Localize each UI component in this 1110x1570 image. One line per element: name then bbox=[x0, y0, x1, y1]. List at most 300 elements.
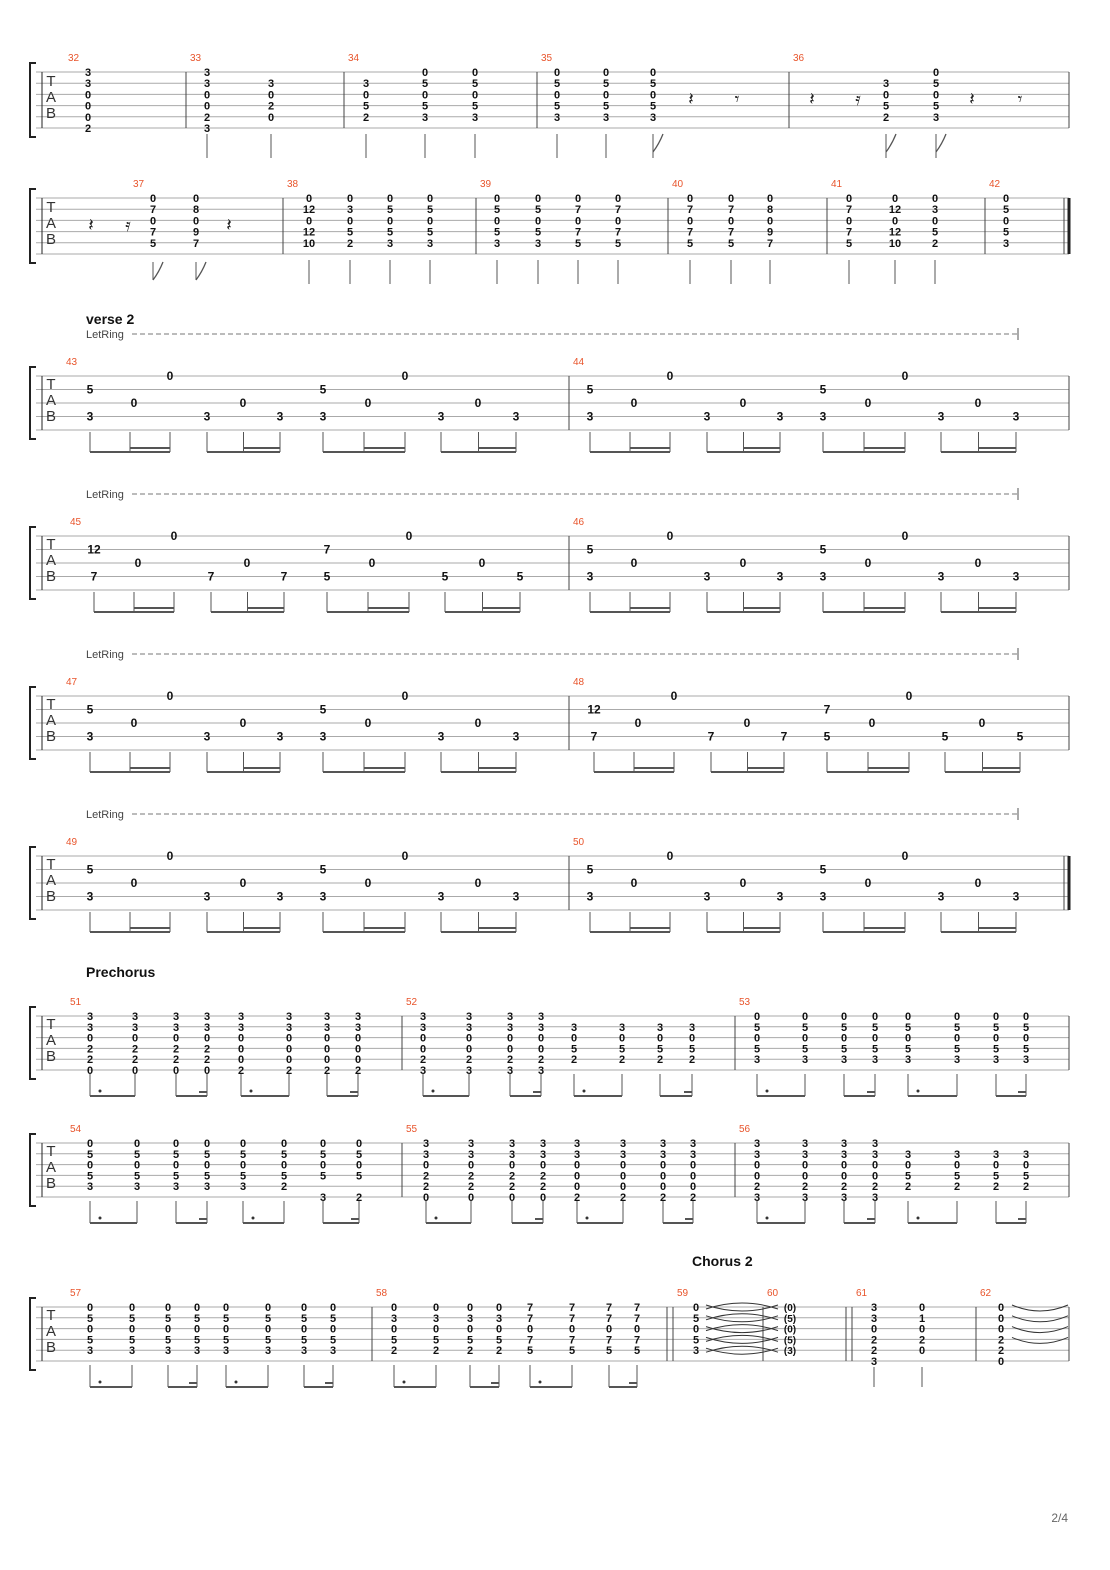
fret-number: 3 bbox=[1002, 237, 1010, 250]
fret-number: 5 bbox=[992, 1170, 1000, 1183]
fret-number: 7 bbox=[686, 226, 694, 239]
fret-number: 5 bbox=[280, 1148, 288, 1161]
fret-number: 7 bbox=[192, 237, 200, 250]
staff-bracket bbox=[30, 367, 36, 439]
fret-number: 0 bbox=[130, 716, 138, 730]
fret-number: 0 bbox=[614, 215, 622, 228]
fret-number: 0 bbox=[172, 1032, 180, 1045]
fret-number: 3 bbox=[870, 1312, 878, 1325]
fret-number: 3 bbox=[203, 409, 211, 424]
staff-bracket bbox=[30, 1298, 36, 1370]
fret-number: 3 bbox=[493, 237, 501, 250]
measure-number: 60 bbox=[767, 1288, 779, 1299]
fret-number: 2 bbox=[267, 100, 275, 113]
fret-number: 3 bbox=[466, 1312, 474, 1325]
fret-number: 5 bbox=[319, 382, 327, 397]
fret-number: 2 bbox=[355, 1192, 363, 1204]
measure-number: 35 bbox=[541, 53, 553, 64]
fret-number: 3 bbox=[319, 729, 327, 744]
fret-number: 3 bbox=[937, 889, 945, 904]
fret-number: 0 bbox=[537, 1043, 545, 1056]
fret-number: 0 bbox=[346, 215, 354, 228]
fret-number: 3 bbox=[537, 1065, 545, 1077]
fret-number: 5 bbox=[346, 226, 354, 239]
fret-number: 0 bbox=[421, 89, 429, 102]
fret-number: 0 bbox=[131, 1032, 139, 1045]
fret-number: 3 bbox=[346, 204, 354, 217]
fret-number: 0 bbox=[526, 1323, 534, 1336]
fret-number: 5 bbox=[319, 1148, 327, 1161]
fret-number: 0 bbox=[128, 1302, 136, 1314]
fret-number: 3 bbox=[506, 1021, 514, 1034]
measure-number: 59 bbox=[677, 1288, 689, 1299]
measure-number: 40 bbox=[672, 179, 684, 190]
fret-number: 0 bbox=[553, 67, 561, 79]
fret-number: 0 bbox=[864, 396, 872, 410]
fret-number: 0 bbox=[871, 1170, 879, 1183]
fret-number: 0 bbox=[192, 193, 200, 205]
measure-number: 52 bbox=[406, 997, 418, 1008]
fret-number: 5 bbox=[86, 1334, 94, 1347]
note-flag bbox=[936, 134, 946, 152]
fret-number: 2 bbox=[84, 123, 92, 135]
fret-number: 0 bbox=[997, 1312, 1005, 1325]
fret-number: 3 bbox=[649, 111, 657, 124]
fret-number: 2 bbox=[346, 237, 354, 250]
fret-number: 5 bbox=[493, 226, 501, 239]
fret-number: 2 bbox=[753, 1181, 761, 1194]
fret-number: 3 bbox=[437, 409, 445, 424]
dot bbox=[432, 1090, 435, 1093]
fret-number: 5 bbox=[86, 382, 94, 397]
page-number: 2/4 bbox=[1051, 1511, 1068, 1525]
fret-number: 0 bbox=[390, 1302, 398, 1314]
dot bbox=[99, 1381, 102, 1384]
fret-number: 0 bbox=[239, 716, 247, 730]
fret-number: 5 bbox=[193, 1312, 201, 1325]
fret-number: 3 bbox=[618, 1021, 626, 1034]
tab-clef-letter: T bbox=[46, 376, 56, 393]
fret-number: 3 bbox=[506, 1065, 514, 1077]
fret-number: 3 bbox=[870, 1356, 878, 1368]
fret-number: 0 bbox=[419, 1032, 427, 1045]
fret-number: 2 bbox=[537, 1054, 545, 1067]
fret-number: 0 bbox=[166, 369, 174, 383]
fret-number: 0 bbox=[86, 1159, 94, 1172]
fret-number: 3 bbox=[467, 1138, 475, 1150]
fret-number: 7 bbox=[149, 226, 157, 239]
fret-number: 2 bbox=[280, 1181, 288, 1194]
fret-number: 9 bbox=[192, 226, 200, 239]
fret-number: 3 bbox=[573, 1148, 581, 1161]
fret-number: 5 bbox=[1022, 1043, 1030, 1056]
dot bbox=[583, 1090, 586, 1093]
fret-number: 0 bbox=[840, 1032, 848, 1045]
tab-clef-letter: A bbox=[45, 552, 57, 569]
tab-clef-letter: A bbox=[45, 1159, 57, 1176]
fret-number: 3 bbox=[86, 409, 94, 424]
fret-number: 0 bbox=[329, 1302, 337, 1314]
fret-number: 5 bbox=[586, 542, 594, 557]
rest-symbol: 𝄽 bbox=[88, 215, 94, 235]
fret-number: 0 bbox=[753, 1159, 761, 1172]
fret-number: 0 bbox=[743, 716, 751, 730]
fret-number: 0 bbox=[319, 1159, 327, 1172]
fret-number: 0 bbox=[355, 1159, 363, 1172]
fret-number: 0 bbox=[666, 369, 674, 383]
dot bbox=[435, 1217, 438, 1220]
fret-number: 0 bbox=[845, 193, 853, 205]
fret-number: 5 bbox=[149, 237, 157, 250]
fret-number: 0 bbox=[918, 1323, 926, 1336]
fret-number: 0 bbox=[285, 1032, 293, 1045]
fret-number: 0 bbox=[203, 1138, 211, 1150]
rest-symbol: 𝄿 bbox=[125, 215, 131, 235]
fret-number: 5 bbox=[355, 1148, 363, 1161]
fret-number: 2 bbox=[467, 1181, 475, 1194]
fret-number: 0 bbox=[891, 215, 899, 228]
measure-number: 48 bbox=[573, 677, 585, 688]
fret-number: 3 bbox=[495, 1312, 503, 1325]
fret-number: 3 bbox=[237, 1011, 245, 1023]
fret-number: 3 bbox=[267, 78, 275, 91]
fret-number: 0 bbox=[753, 1170, 761, 1183]
fret-number: 7 bbox=[823, 702, 831, 717]
fret-number: 0 bbox=[300, 1323, 308, 1336]
fret-number: 3 bbox=[512, 889, 520, 904]
fret-number: 0 bbox=[355, 1138, 363, 1150]
let-ring-label: LetRing bbox=[86, 809, 124, 821]
fret-number: 0 bbox=[508, 1192, 516, 1204]
tab-clef-letter: A bbox=[45, 1323, 57, 1340]
fret-number: 0 bbox=[871, 1032, 879, 1045]
fret-number: 0 bbox=[766, 215, 774, 228]
fret-number: 0 bbox=[901, 369, 909, 383]
fret-number: 0 bbox=[1022, 1032, 1030, 1045]
staff-bracket bbox=[30, 189, 36, 263]
fret-number: 3 bbox=[471, 111, 479, 124]
fret-number: 5 bbox=[421, 100, 429, 113]
fret-number: 7 bbox=[605, 1312, 613, 1325]
fret-number: 3 bbox=[354, 1011, 362, 1023]
tab-clef-letter: A bbox=[45, 215, 57, 232]
tab-clef-letter: A bbox=[45, 392, 57, 409]
fret-number: 7 bbox=[766, 237, 774, 250]
fret-number: 5 bbox=[300, 1334, 308, 1347]
measure-number: 53 bbox=[739, 997, 751, 1008]
fret-number: 3 bbox=[264, 1345, 272, 1358]
fret-number: 3 bbox=[871, 1148, 879, 1161]
fret-number: 5 bbox=[656, 1043, 664, 1056]
fret-number: 10 bbox=[888, 237, 902, 250]
fret-number: 0 bbox=[131, 1065, 139, 1077]
fret-number: 3 bbox=[84, 67, 92, 79]
fret-number: 0 bbox=[280, 1138, 288, 1150]
fret-number: 0 bbox=[401, 369, 409, 383]
fret-number: 3 bbox=[688, 1021, 696, 1034]
fret-number: 5 bbox=[840, 1043, 848, 1056]
fret-number: 3 bbox=[506, 1011, 514, 1023]
fret-number: 0 bbox=[840, 1159, 848, 1172]
fret-number: 3 bbox=[937, 409, 945, 424]
fret-number: 1 bbox=[918, 1312, 926, 1325]
fret-number: 0 bbox=[997, 1302, 1005, 1314]
fret-number: 0 bbox=[602, 89, 610, 102]
fret-number: 12 bbox=[87, 542, 101, 557]
fret-number: 5 bbox=[239, 1170, 247, 1183]
fret-number: 7 bbox=[568, 1302, 576, 1314]
fret-number: 0 bbox=[474, 396, 482, 410]
tab-clef-letter: A bbox=[45, 89, 57, 106]
rest-symbol: 𝄽 bbox=[226, 215, 232, 235]
fret-number: 3 bbox=[840, 1138, 848, 1150]
fret-number: 2 bbox=[422, 1170, 430, 1183]
fret-number: 0 bbox=[568, 1323, 576, 1336]
fret-number: 5 bbox=[819, 542, 827, 557]
fret-number: 0 bbox=[666, 529, 674, 543]
fret-number: 2 bbox=[203, 1054, 211, 1067]
tab-clef-letter: A bbox=[45, 872, 57, 889]
fret-number: 3 bbox=[164, 1345, 172, 1358]
fret-number: 5 bbox=[992, 1043, 1000, 1056]
fret-number: 0 bbox=[1022, 1011, 1030, 1023]
fret-number: 5 bbox=[86, 702, 94, 717]
fret-number: 2 bbox=[495, 1345, 503, 1358]
fret-number: 2 bbox=[953, 1181, 961, 1194]
fret-number: 0 bbox=[362, 89, 370, 102]
fret-number: 0 bbox=[172, 1159, 180, 1172]
fret-number: 3 bbox=[703, 569, 711, 584]
fret-number: 5 bbox=[172, 1148, 180, 1161]
dot bbox=[766, 1090, 769, 1093]
fret-number: 0 bbox=[474, 876, 482, 890]
fret-number: 3 bbox=[203, 123, 211, 135]
fret-number: 5 bbox=[386, 204, 394, 217]
measure-number: 50 bbox=[573, 837, 585, 848]
fret-number: 3 bbox=[871, 1054, 879, 1067]
tie-arc bbox=[1012, 1337, 1068, 1343]
fret-number: 0 bbox=[222, 1302, 230, 1314]
fret-number: 3 bbox=[953, 1054, 961, 1067]
tab-clef-letter: B bbox=[45, 728, 57, 745]
fret-number: 3 bbox=[776, 889, 784, 904]
fret-number: 3 bbox=[570, 1021, 578, 1034]
fret-number: 5 bbox=[319, 1170, 327, 1183]
let-ring-label: LetRing bbox=[86, 489, 124, 501]
rest-symbol: 𝄽 bbox=[809, 89, 815, 109]
fret-number: 5 bbox=[882, 100, 890, 113]
fret-number: 3 bbox=[86, 729, 94, 744]
fret-number: 7 bbox=[727, 226, 735, 239]
fret-number: 3 bbox=[285, 1011, 293, 1023]
fret-number: 0 bbox=[84, 111, 92, 124]
fret-number: 3 bbox=[386, 237, 394, 250]
fret-number: 7 bbox=[574, 226, 582, 239]
note-flag bbox=[153, 262, 163, 280]
fret-number: 0 bbox=[871, 1011, 879, 1023]
fret-number: 0 bbox=[692, 1302, 700, 1314]
measure-number: 37 bbox=[133, 179, 145, 190]
note-flag bbox=[886, 134, 896, 152]
fret-number: 0 bbox=[237, 1043, 245, 1056]
fret-number: 3 bbox=[86, 1345, 94, 1358]
fret-number: 3 bbox=[1022, 1054, 1030, 1067]
fret-number: 0 bbox=[465, 1043, 473, 1056]
fret-number: 3 bbox=[84, 78, 92, 91]
fret-number: 0 bbox=[166, 849, 174, 863]
fret-number: 0 bbox=[405, 529, 413, 543]
fret-number: 0 bbox=[753, 1011, 761, 1023]
fret-number: 5 bbox=[193, 1334, 201, 1347]
fret-number: 3 bbox=[1022, 1148, 1030, 1161]
fret-number: 3 bbox=[840, 1148, 848, 1161]
fret-number: 0 bbox=[280, 1159, 288, 1172]
dot bbox=[917, 1090, 920, 1093]
fret-number: 7 bbox=[568, 1334, 576, 1347]
fret-number: 0 bbox=[170, 529, 178, 543]
fret-number: 3 bbox=[801, 1148, 809, 1161]
fret-number: 5 bbox=[172, 1170, 180, 1183]
dot bbox=[766, 1217, 769, 1220]
tab-clef-letter: T bbox=[46, 1016, 56, 1033]
fret-number: 12 bbox=[302, 226, 316, 239]
fret-number: 5 bbox=[128, 1334, 136, 1347]
fret-number: 7 bbox=[614, 204, 622, 217]
measure-number: 49 bbox=[66, 837, 78, 848]
fret-number: 3 bbox=[953, 1148, 961, 1161]
fret-number: 0 bbox=[574, 215, 582, 228]
fret-number: 3 bbox=[422, 1148, 430, 1161]
fret-number: 2 bbox=[570, 1054, 578, 1067]
fret-number: 0 bbox=[801, 1159, 809, 1172]
fret-number: 5 bbox=[222, 1312, 230, 1325]
fret-number: 12 bbox=[888, 226, 902, 239]
fret-number: 0 bbox=[618, 1032, 626, 1045]
fret-number: 0 bbox=[267, 111, 275, 124]
measure-number: 58 bbox=[376, 1288, 388, 1299]
fret-number: 0 bbox=[222, 1323, 230, 1336]
fret-number: 0 bbox=[346, 193, 354, 205]
fret-number: 0 bbox=[931, 193, 939, 205]
fret-number: 2 bbox=[840, 1181, 848, 1194]
fret-number: 2 bbox=[508, 1181, 516, 1194]
fret-number: 0 bbox=[478, 556, 486, 570]
fret-number: 3 bbox=[419, 1021, 427, 1034]
measure-number: 47 bbox=[66, 677, 78, 688]
fret-number: 0 bbox=[467, 1159, 475, 1172]
fret-number: 3 bbox=[319, 409, 327, 424]
fret-number: 5 bbox=[649, 78, 657, 91]
fret-number: 0 bbox=[465, 1032, 473, 1045]
fret-number: 5 bbox=[618, 1043, 626, 1056]
fret-number: 0 bbox=[193, 1302, 201, 1314]
fret-number: 12 bbox=[888, 204, 902, 217]
fret-number: 0 bbox=[801, 1170, 809, 1183]
fret-number: 5 bbox=[86, 1312, 94, 1325]
fret-number: 0 bbox=[539, 1192, 547, 1204]
fret-number: 5 bbox=[692, 1334, 700, 1347]
tab-clef-letter: B bbox=[45, 1175, 57, 1192]
fret-number: 2 bbox=[689, 1192, 697, 1204]
measure-number: 34 bbox=[348, 53, 360, 64]
fret-number: 0 bbox=[649, 67, 657, 79]
fret-number: 5 bbox=[264, 1312, 272, 1325]
fret-number: 0 bbox=[739, 396, 747, 410]
fret-number: 2 bbox=[86, 1043, 94, 1056]
tab-clef-letter: T bbox=[46, 856, 56, 873]
fret-number: 0 bbox=[426, 193, 434, 205]
dot bbox=[250, 1090, 253, 1093]
fret-number: 0 bbox=[354, 1054, 362, 1067]
fret-number: 0 bbox=[426, 215, 434, 228]
tab-clef-letter: B bbox=[45, 105, 57, 122]
fret-number: 3 bbox=[133, 1181, 141, 1194]
tab-clef-letter: T bbox=[46, 199, 56, 216]
fret-number: 2 bbox=[1022, 1181, 1030, 1194]
fret-number: 0 bbox=[192, 215, 200, 228]
fret-number: 3 bbox=[172, 1021, 180, 1034]
fret-number: 0 bbox=[686, 215, 694, 228]
fret-number: 5 bbox=[264, 1334, 272, 1347]
tie-arc bbox=[1012, 1327, 1068, 1333]
fret-number: 3 bbox=[512, 729, 520, 744]
section-label-prechorus: Prechorus bbox=[86, 964, 156, 980]
fret-number: 0 bbox=[466, 1302, 474, 1314]
fret-number: 7 bbox=[633, 1334, 641, 1347]
fret-number: 5 bbox=[819, 382, 827, 397]
dot bbox=[235, 1381, 238, 1384]
fret-number: 0 bbox=[368, 556, 376, 570]
fret-number: 0 bbox=[508, 1159, 516, 1172]
staff-bracket bbox=[30, 63, 36, 137]
fret-number: 0 bbox=[239, 876, 247, 890]
fret-number: 7 bbox=[526, 1302, 534, 1314]
fret-number: 3 bbox=[1012, 889, 1020, 904]
fret-number: 0 bbox=[997, 1356, 1005, 1368]
fret-number: 0 bbox=[84, 89, 92, 102]
fret-number: 0 bbox=[149, 193, 157, 205]
fret-number: 7 bbox=[633, 1302, 641, 1314]
fret-number: 5 bbox=[649, 100, 657, 113]
fret-number: 5 bbox=[602, 100, 610, 113]
fret-number: 0 bbox=[86, 1138, 94, 1150]
fret-number: 3 bbox=[437, 729, 445, 744]
fret-number: 2 bbox=[354, 1065, 362, 1077]
fret-number: 0 bbox=[172, 1065, 180, 1077]
fret-number: 0 bbox=[506, 1043, 514, 1056]
fret-number: 3 bbox=[131, 1021, 139, 1034]
fret-number: 0 bbox=[172, 1138, 180, 1150]
fret-number: 3 bbox=[537, 1011, 545, 1023]
fret-number: 5 bbox=[534, 204, 542, 217]
fret-number: 3 bbox=[931, 204, 939, 217]
fret-number: 3 bbox=[465, 1065, 473, 1077]
fret-number: 0 bbox=[630, 556, 638, 570]
fret-number: 0 bbox=[605, 1323, 613, 1336]
fret-number: 0 bbox=[992, 1011, 1000, 1023]
fret-number: 3 bbox=[656, 1021, 664, 1034]
fret-number: 5 bbox=[753, 1043, 761, 1056]
fret-number: 3 bbox=[432, 1312, 440, 1325]
fret-number: 3 bbox=[553, 111, 561, 124]
measure-number: 54 bbox=[70, 1124, 82, 1135]
fret-number: 5 bbox=[801, 1021, 809, 1034]
fret-number: 2 bbox=[422, 1181, 430, 1194]
fret-number: 3 bbox=[904, 1054, 912, 1067]
fret-number: 0 bbox=[905, 689, 913, 703]
fret-number: 0 bbox=[364, 876, 372, 890]
fret-number: 0 bbox=[739, 556, 747, 570]
